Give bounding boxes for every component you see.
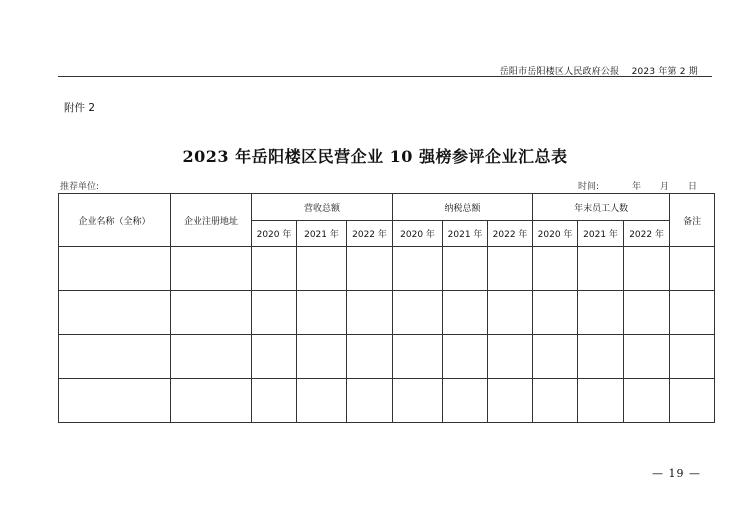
page-number: — 19 —: [652, 467, 701, 480]
document-title: 2023 年岳阳楼区民营企业 10 强榜参评企业汇总表: [182, 147, 568, 166]
table-cell[interactable]: [297, 335, 347, 379]
header-year: 2021 年: [443, 221, 488, 247]
year-label: 年: [632, 182, 642, 192]
table-cell[interactable]: [533, 379, 578, 423]
table-cell[interactable]: [252, 291, 297, 335]
table-cell[interactable]: [297, 247, 347, 291]
table-cell[interactable]: [297, 379, 347, 423]
table-cell[interactable]: [171, 379, 252, 423]
table-cell[interactable]: [670, 291, 715, 335]
table-cell[interactable]: [297, 291, 347, 335]
table-cell[interactable]: [488, 291, 533, 335]
header-year: 2020 年: [252, 221, 297, 247]
date-line: [578, 179, 697, 192]
table-cell[interactable]: [171, 247, 252, 291]
table-cell[interactable]: [252, 335, 297, 379]
table-cell[interactable]: [488, 247, 533, 291]
table-cell[interactable]: [578, 335, 624, 379]
header-registered-address: 企业注册地址: [171, 194, 252, 247]
table-cell[interactable]: [488, 379, 533, 423]
table-row: [59, 335, 715, 379]
table-cell[interactable]: [443, 335, 488, 379]
table-cell[interactable]: [252, 379, 297, 423]
table-cell[interactable]: [347, 247, 393, 291]
header-revenue-group: 营收总额: [252, 194, 393, 221]
header-company-name: 企业名称（全称）: [59, 194, 171, 247]
table-cell[interactable]: [59, 379, 171, 423]
header-tax-group: 纳税总额: [393, 194, 533, 221]
table-cell[interactable]: [171, 291, 252, 335]
table-cell[interactable]: [171, 335, 252, 379]
table-cell[interactable]: [347, 291, 393, 335]
table-cell[interactable]: [578, 247, 624, 291]
time-label: 时间:: [578, 182, 600, 192]
table-cell[interactable]: [624, 247, 670, 291]
attachment-label: 附件 2: [64, 102, 96, 114]
table-cell[interactable]: [578, 379, 624, 423]
table-cell[interactable]: [252, 247, 297, 291]
table-row: [59, 247, 715, 291]
table-cell[interactable]: [59, 291, 171, 335]
table-cell[interactable]: [533, 335, 578, 379]
table-cell[interactable]: [533, 291, 578, 335]
summary-table: [58, 193, 715, 423]
recommender-label: 推荐单位:: [60, 182, 100, 192]
table-cell[interactable]: [533, 247, 578, 291]
table-row: [59, 291, 715, 335]
table-cell[interactable]: [393, 379, 443, 423]
table-cell[interactable]: [443, 291, 488, 335]
table-cell[interactable]: [59, 247, 171, 291]
header-year: 2022 年: [347, 221, 393, 247]
header-remarks: 备注: [670, 194, 715, 247]
table-cell[interactable]: [670, 379, 715, 423]
header-year: 2022 年: [488, 221, 533, 247]
table-cell[interactable]: [670, 247, 715, 291]
header-year: 2020 年: [393, 221, 443, 247]
table-cell[interactable]: [59, 335, 171, 379]
table-cell[interactable]: [393, 335, 443, 379]
header-divider: [58, 76, 712, 77]
table-cell[interactable]: [670, 335, 715, 379]
header-year: 2020 年: [533, 221, 578, 247]
month-label: 月: [660, 182, 670, 192]
table-cell[interactable]: [578, 291, 624, 335]
table-cell[interactable]: [393, 247, 443, 291]
header-employees-group: 年末员工人数: [533, 194, 670, 221]
table-cell[interactable]: [443, 379, 488, 423]
day-label: 日: [688, 182, 698, 192]
table-cell[interactable]: [393, 291, 443, 335]
table-cell[interactable]: [347, 379, 393, 423]
table-cell[interactable]: [488, 335, 533, 379]
table-cell[interactable]: [624, 379, 670, 423]
table-cell[interactable]: [624, 291, 670, 335]
table-cell[interactable]: [347, 335, 393, 379]
header-year: 2022 年: [624, 221, 670, 247]
issue-label: 2023 年第 2 期: [631, 67, 698, 77]
publication-name: 岳阳市岳阳楼区人民政府公报: [499, 67, 620, 77]
table-cell[interactable]: [443, 247, 488, 291]
table-cell[interactable]: [624, 335, 670, 379]
table-row: [59, 379, 715, 423]
header-year: 2021 年: [578, 221, 624, 247]
header-year: 2021 年: [297, 221, 347, 247]
